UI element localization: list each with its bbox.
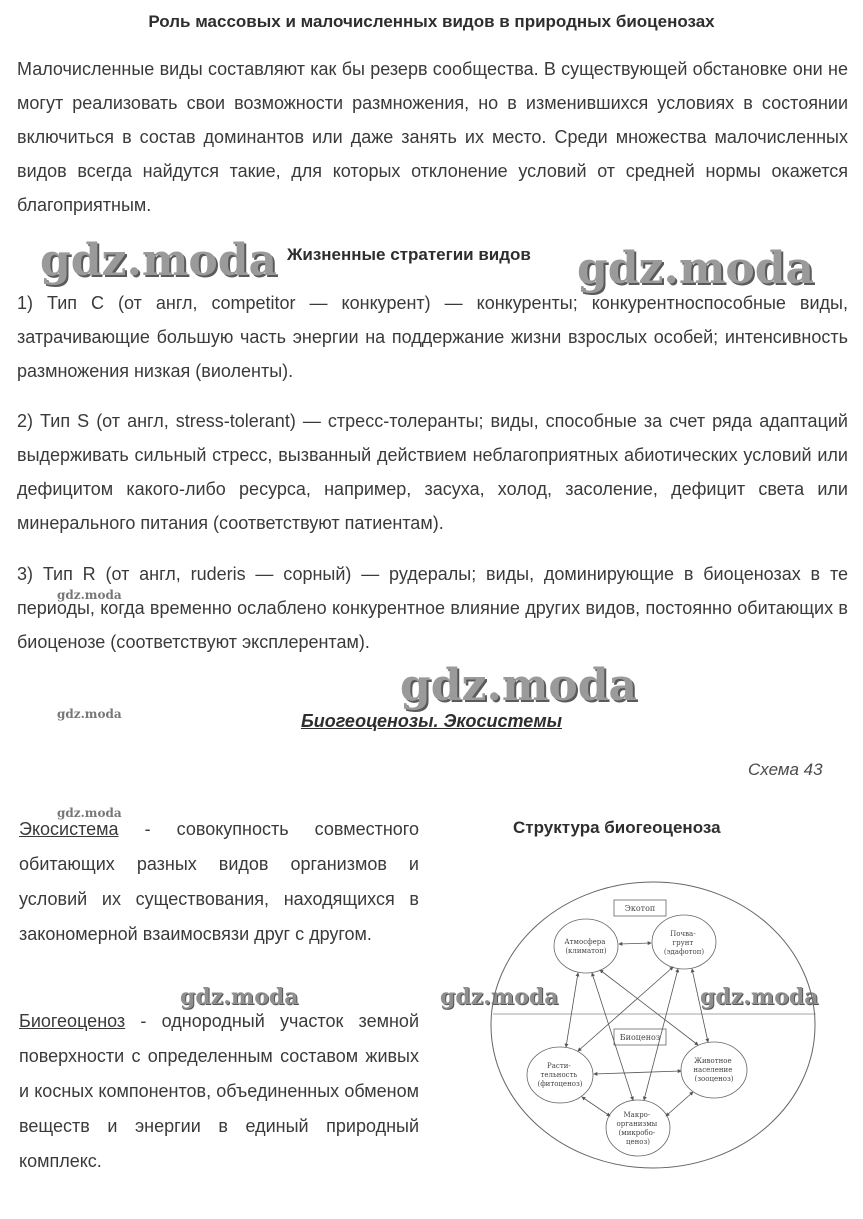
watermark-small: gdz.moda [57,806,122,820]
watermark-small: gdz.moda [57,707,122,721]
definition-biogeocenosis [19,1004,419,1179]
strategy-r: 3) Тип R (от англ, ruderis — сорный) — рудералы; виды, доминирующие в биоценозах в те периоды, когда временно ослаблено конкурентное влияние других видов, постоянно обитающих в биоценозе (соответствуют эксплерентам). [17,564,848,652]
node-animals-line1: Животное [694,1057,732,1065]
arrow-soil-animals [692,969,708,1042]
node-animals-line3: (зооценоз) [694,1075,734,1083]
node-plants-line3: (фитоценоз) [537,1080,583,1088]
ecotop-label: Экотоп [624,904,656,913]
node-atmosphere-line2: (климатоп) [565,947,607,955]
watermark-logo: gdz.moda [40,235,278,286]
node-soil-line2: грунт [672,939,694,947]
node-atmosphere-line1: Атмосфера [564,938,606,946]
definition-term: Экосистема [19,819,119,839]
definition-ecosystem [19,812,419,952]
strategy-s: 2) Тип S (от англ, stress-tolerant) — стресс-толеранты; виды, способные за счет ряда адаптаций выдерживать сильный стресс, вызванный действием неблагоприятных абиотических условий или дефицитом какого-либо ресурса, например, засуха, холод, засоление, дефицит света или минерального питания (соответствуют патиентам). [17,411,848,533]
strategies-heading: Жизненные стратегии видов [287,245,531,264]
diagram-title: Структура биогеоценоза [513,818,721,837]
watermark-logo: gdz.moda [577,243,815,294]
svg-text:Животное население (зо [693,1057,734,1083]
node-micro-line3: (микробо- [618,1129,656,1137]
node-soil-line1: Почва- [670,930,696,938]
definition-text: - совокупность совместного обитающих разных видов организмов и условий их существования, находящихся в закономерной взаимосвязи друг с другом. [19,819,419,944]
node-atmosphere [554,919,618,973]
strategy-c: 1) Тип C (от англ, competitor — конкурент) — конкуренты; конкурентноспособные виды, затрачивающие большую часть энергии на поддержание жизни взрослых особей; интенсивность размножения низкая (виоленты). [17,293,848,381]
arrow-plants-animals [594,1071,681,1074]
scheme-label: Схема 43 [748,760,823,779]
biocenosis-label: Биоценоз [619,1033,661,1042]
page-title: Роль массовых и малочисленных видов в природных биоценозах [148,12,715,31]
svg-text:Атмосфера (климатоп) [564,938,607,955]
node-micro-line1: Макро- [623,1111,651,1119]
arrow-animals-micro [666,1092,693,1116]
watermark-logo: gdz.moda [400,660,638,711]
definition-text: - однородный участок земной поверхности с определенным составом живых и косных компонентов, объединенных обменом веществ и энергии в единый природный комплекс. [19,1011,419,1171]
node-animals-line2: население [693,1066,733,1074]
node-plants-line2: тельность [540,1071,578,1079]
node-micro-line4: ценоз) [625,1138,651,1146]
node-micro [606,1100,670,1156]
watermark-logo: gdz.moda [180,984,299,1010]
node-plants-line1: Расти- [547,1062,571,1070]
watermark-small: gdz.moda [57,588,122,602]
arrow-plants-micro [582,1097,610,1116]
node-soil-line3: (эдафотоп) [663,948,705,956]
intro-paragraph: Малочисленные виды составляют как бы резерв сообщества. В существующей обстановке они не могут реализовать свои возможности размножения, но в изменившихся условиях в состоянии включиться в состав доминантов или даже занять их место. Среди множества малочисленных видов всегда найдутся такие, для которых отклонение условий от средней нормы окажется благоприятным. [17,59,848,215]
definition-term: Биогеоценоз [19,1011,126,1031]
node-micro-line2: организмы [616,1120,658,1128]
arrow-atm-plants [566,973,578,1047]
biogeocenosis-diagram [488,880,818,1170]
watermark-logo: gdz.moda [440,984,559,1010]
arrow-atm-soil [619,943,651,944]
watermark-logo: gdz.moda [700,984,819,1010]
section-heading: Биогеоценозы. Экосистемы [300,711,563,731]
